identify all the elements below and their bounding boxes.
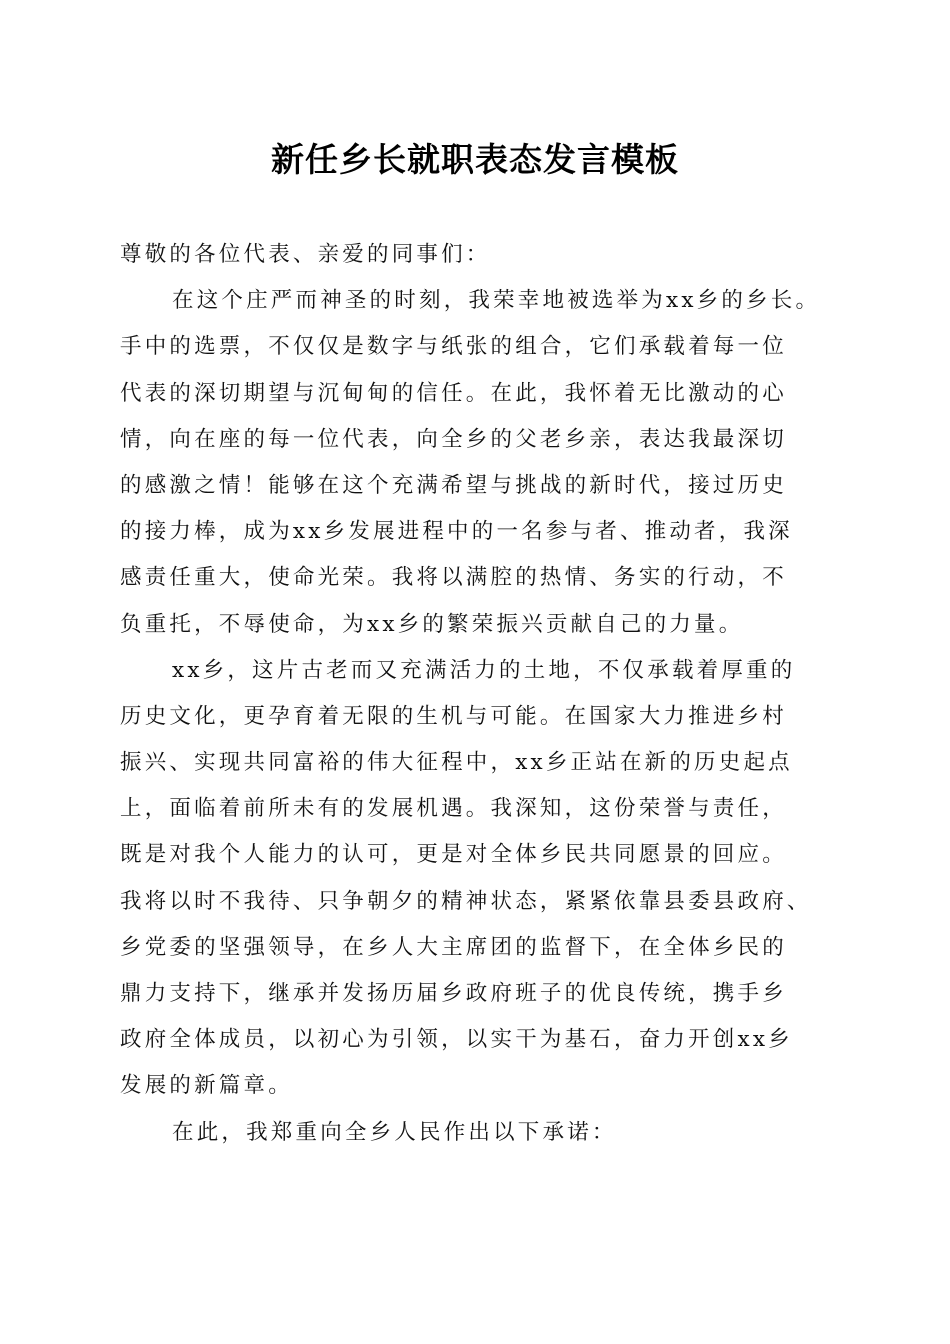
paragraph-line: 代表的深切期望与沉甸甸的信任。在此，我怀着无比激动的心: [120, 380, 787, 406]
paragraph-line: xx乡，这片古老而又充满活力的土地，不仅承载着厚重的: [172, 657, 796, 683]
paragraph-line: 在这个庄严而神圣的时刻，我荣幸地被选举为xx乡的乡长。: [172, 288, 821, 314]
salutation-line: 尊敬的各位代表、亲爱的同事们：: [120, 242, 491, 267]
paragraph-line: 上，面临着前所未有的发展机遇。我深知，这份荣誉与责任，: [120, 796, 787, 822]
paragraph-line: 政府全体成员，以初心为引领，以实干为基石，奋力开创xx乡: [120, 1027, 793, 1053]
paragraph-line: 手中的选票，不仅仅是数字与纸张的组合，它们承载着每一位: [120, 334, 787, 360]
document-title: 新任乡长就职表态发言模板: [271, 140, 679, 179]
paragraph-line: 在此，我郑重向全乡人民作出以下承诺：: [172, 1119, 617, 1145]
paragraph-line: 振兴、实现共同富裕的伟大征程中，xx乡正站在新的历史起点: [120, 750, 793, 776]
paragraph-line: 鼎力支持下，继承并发扬历届乡政府班子的优良传统，携手乡: [120, 981, 787, 1006]
paragraph-line: 负重托，不辱使命，为xx乡的繁荣振兴贡献自己的力量。: [120, 611, 744, 637]
paragraph-line: 历史文化，更孕育着无限的生机与可能。在国家大力推进乡村: [120, 703, 787, 729]
paragraph-line: 的感激之情！能够在这个充满希望与挑战的新时代，接过历史: [120, 472, 787, 498]
paragraph-line: 发展的新篇章。: [120, 1073, 293, 1099]
paragraph-line: 的接力棒，成为xx乡发展进程中的一名参与者、推动者，我深: [120, 519, 793, 545]
paragraph-line: 情，向在座的每一位代表，向全乡的父老乡亲，表达我最深切: [120, 426, 787, 452]
paragraph-line: 我将以时不我待、只争朝夕的精神状态，紧紧依靠县委县政府、: [120, 888, 812, 914]
paragraph-line: 感责任重大，使命光荣。我将以满腔的热情、务实的行动，不: [120, 565, 787, 591]
paragraph-line: 乡党委的坚强领导，在乡人大主席团的监督下，在全体乡民的: [120, 934, 787, 960]
document-body: [120, 232, 832, 1156]
paragraph-line: 既是对我个人能力的认可，更是对全体乡民共同愿景的回应。: [120, 842, 787, 868]
